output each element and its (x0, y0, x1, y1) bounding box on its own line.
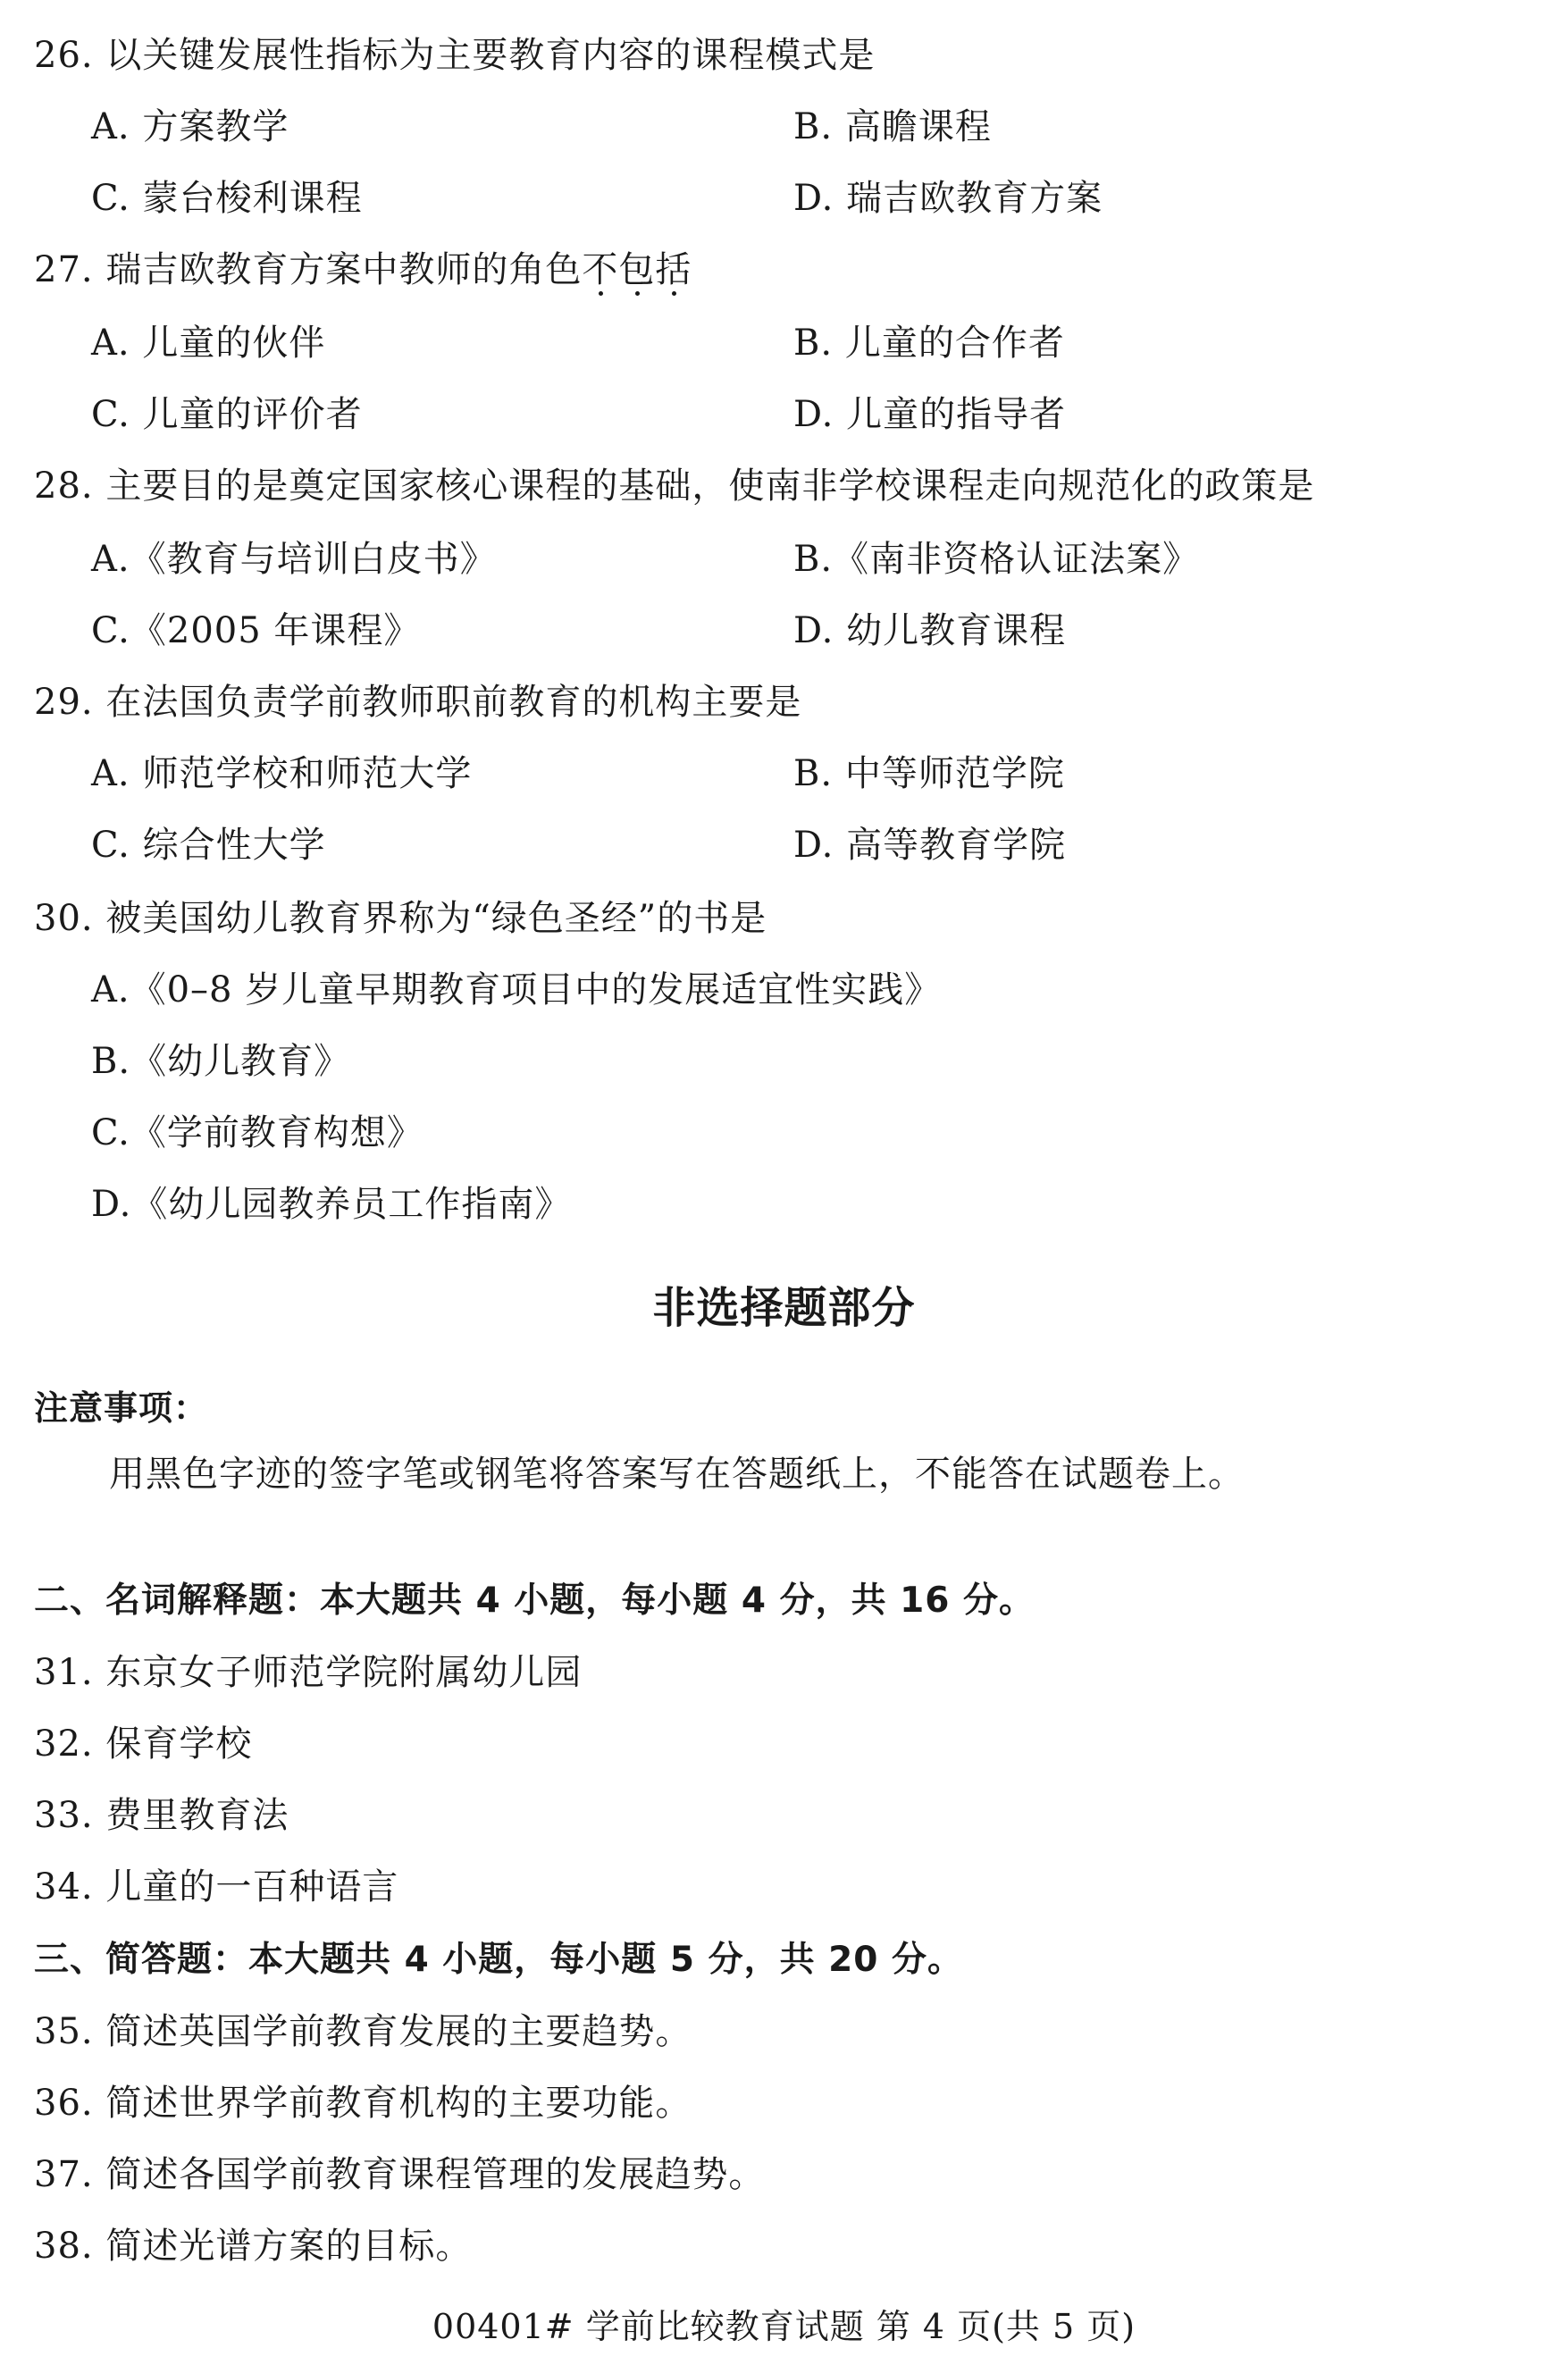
question-26-option-b: B. 高瞻课程 (793, 106, 992, 147)
question-29-stem: 29. 在法国负责学前教师职前教育的机构主要是 (34, 682, 802, 723)
page-footer: 00401# 学前比较教育试题 第 4 页(共 5 页) (432, 2307, 1136, 2346)
question-27-option-a: A. 儿童的伙伴 (91, 323, 326, 364)
question-27-option-d: D. 儿童的指导者 (793, 394, 1067, 435)
notice-title: 注意事项： (34, 1388, 209, 1428)
section-2-title: 二、名词解释题：本大题共 4 小题，每小题 4 分，共 16 分。 (34, 1581, 1036, 1621)
notice-body: 用黑色字迹的签字笔或钢笔将答案写在答题纸上，不能答在试题卷上。 (109, 1454, 1245, 1495)
section-3-title: 三、简答题：本大题共 4 小题，每小题 5 分，共 20 分。 (34, 1940, 964, 1980)
question-26-option-c: C. 蒙台梭利课程 (91, 178, 363, 219)
question-31: 31. 东京女子师范学院附属幼儿园 (34, 1652, 583, 1693)
question-28-stem: 28. 主要目的是奠定国家核心课程的基础，使南非学校课程走向规范化的政策是 (34, 465, 1315, 507)
emphasis-char: 不 (582, 249, 619, 290)
question-38: 38. 简述光谱方案的目标。 (34, 2226, 473, 2267)
question-29-option-b: B. 中等师范学院 (793, 753, 1065, 794)
emphasis-char: 包 (618, 249, 656, 290)
question-26-stem: 26. 以关键发展性指标为主要教育内容的课程模式是 (34, 35, 876, 76)
question-29-option-a: A. 师范学校和师范大学 (91, 753, 473, 794)
question-28-option-b: B.《南非资格认证法案》 (793, 539, 1200, 580)
question-32: 32. 保育学校 (34, 1723, 253, 1765)
question-27-option-b: B. 儿童的合作者 (793, 323, 1065, 364)
question-27-stem (34, 247, 692, 293)
question-30-option-c: C.《学前教育构想》 (91, 1112, 423, 1153)
question-29-option-c: C. 综合性大学 (91, 825, 326, 866)
question-27-stem-prefix: 27. 瑞吉欧教育方案中教师的角色 (34, 249, 583, 290)
question-27-option-c: C. 儿童的评价者 (91, 394, 363, 435)
question-35: 35. 简述英国学前教育发展的主要趋势。 (34, 2011, 692, 2052)
question-30-stem: 30. 被美国幼儿教育界称为“绿色圣经”的书是 (34, 898, 767, 939)
question-30-option-a: A.《0–8 岁儿童早期教育项目中的发展适宜性实践》 (91, 969, 942, 1010)
question-28-option-d: D. 幼儿教育课程 (793, 610, 1067, 651)
question-30-option-d: D.《幼儿园教养员工作指南》 (91, 1184, 572, 1225)
question-26-option-a: A. 方案教学 (91, 106, 289, 147)
question-30-option-b: B.《幼儿教育》 (91, 1041, 351, 1082)
emphasis-char: 括 (655, 249, 692, 290)
part-title: 非选择题部分 (652, 1283, 916, 1333)
question-26-option-d: D. 瑞吉欧教育方案 (793, 178, 1103, 219)
question-34: 34. 儿童的一百种语言 (34, 1866, 399, 1908)
question-37: 37. 简述各国学前教育课程管理的发展趋势。 (34, 2154, 766, 2195)
question-36: 36. 简述世界学前教育机构的主要功能。 (34, 2083, 692, 2124)
question-29-option-d: D. 高等教育学院 (793, 825, 1067, 866)
question-33: 33. 费里教育法 (34, 1795, 289, 1836)
question-28-option-a: A.《教育与培训白皮书》 (91, 539, 497, 580)
question-28-option-c: C.《2005 年课程》 (91, 610, 421, 651)
